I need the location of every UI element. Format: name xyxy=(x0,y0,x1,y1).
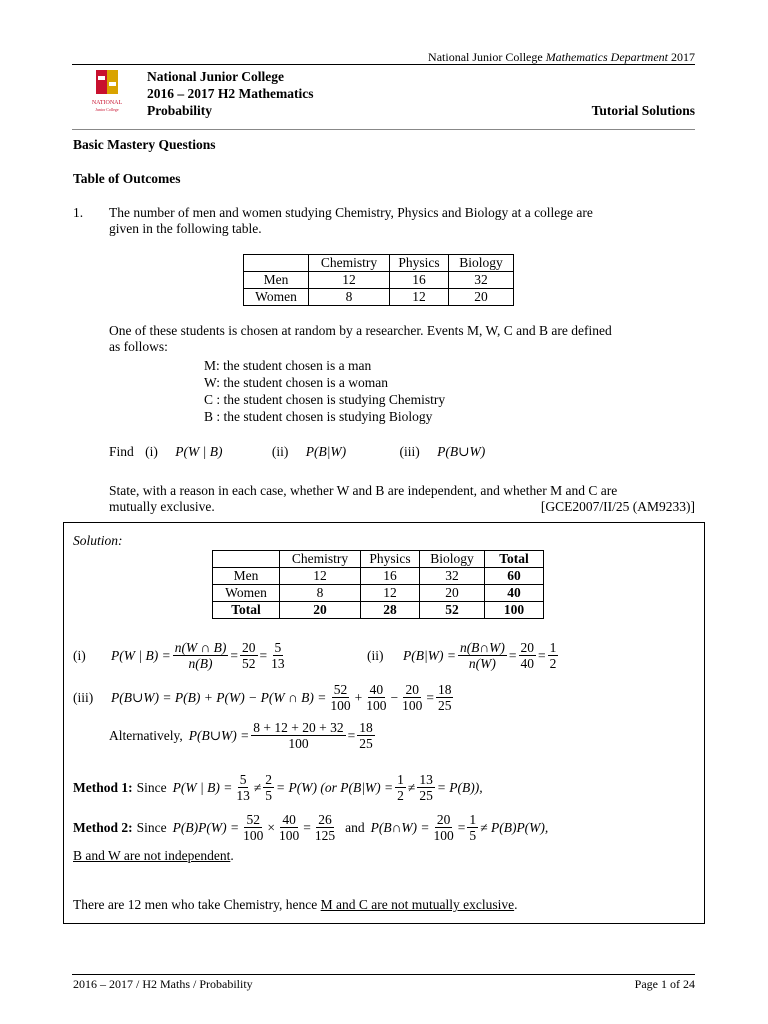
question-para-1: One of these students is chosen at random by a researcher. Events M, W, C and B are defined xyxy=(109,323,612,338)
solution-part-i: (i) P(W | B) = $\frac{n(W \cap B)}{n(B)}$ = $\frac{20}{52}$ = $\frac{5}{13}$ xyxy=(73,640,285,671)
table-row: Women 8 12 20 40 xyxy=(213,585,544,602)
question-intro-1: The number of men and women studying Chemistry, Physics and Biology at a college are xyxy=(109,205,593,220)
table-header: Chemistry xyxy=(309,255,390,272)
solution-method-2: Method 2: Since P(B)P(W) = $\frac{52}{100}$ × $\frac{40}{100}$ = $\frac{26}{125}$ and P(B∩W) = $\frac{20}{100}$ = $\frac{1}{5}$ ≠ P(B)P(W), xyxy=(73,812,549,843)
section-heading: Basic Mastery Questions xyxy=(73,137,216,152)
college-logo xyxy=(90,68,128,116)
table-row: Total 20 28 52 100 xyxy=(213,602,544,619)
table-row: Men 12 16 32 xyxy=(244,272,514,289)
footer-left: 2016 – 2017 / H2 Maths / Probability xyxy=(73,977,253,991)
running-header-college: National Junior College xyxy=(428,50,543,64)
event-item: C : the student chosen is studying Chemistry xyxy=(204,392,446,407)
svg-text:NATIONAL: NATIONAL xyxy=(91,100,123,106)
table-header: Biology xyxy=(420,551,485,568)
college-crest-icon xyxy=(90,68,128,116)
footer-rule xyxy=(72,974,695,975)
solution-alternative: Alternatively, P(B∪W) = $\frac{8 + 12 + 20 + 32}{100}$ = $\frac{18}{25}$ xyxy=(109,720,373,751)
state-line-2: mutually exclusive. xyxy=(109,499,215,514)
topic-title: Probability xyxy=(147,103,213,118)
svg-text:Junior College: Junior College xyxy=(95,107,119,112)
footer-page-number: Page 1 of 24 xyxy=(634,977,695,991)
event-list xyxy=(204,357,445,425)
conclusion-exclusive: There are 12 men who take Chemistry, hence M and C are not mutually exclusive. xyxy=(73,897,518,912)
table-row: Women 8 12 20 xyxy=(244,289,514,306)
table-header: Total xyxy=(485,551,544,568)
table-header: Chemistry xyxy=(280,551,361,568)
header-rule xyxy=(72,64,695,65)
solution-label: Solution: xyxy=(73,533,123,548)
course-title: 2016 – 2017 H2 Mathematics xyxy=(147,86,314,101)
question-para-2: as follows: xyxy=(109,339,168,354)
event-item: W: the student chosen is a woman xyxy=(204,375,388,390)
solution-method-1: Method 1: Since P(W | B) = $\frac{5}{13}$ ≠ $\frac{2}{5}$ = P(W) (or P(B|W) = $\frac{1}{2}$ ≠ $\frac{13}{25}$ = P(B)), xyxy=(73,772,483,803)
table-cell xyxy=(244,255,309,272)
table-header: Biology xyxy=(449,255,514,272)
table-row: Men 12 16 32 60 xyxy=(213,568,544,585)
event-item: M: the student chosen is a man xyxy=(204,358,372,373)
running-header xyxy=(428,50,695,65)
find-line: Find (i) P(W | B) (ii) P(B|W) (iii) P(B∪W) xyxy=(109,444,486,459)
event-item: B : the student chosen is studying Biology xyxy=(204,409,433,424)
table-header: Physics xyxy=(361,551,420,568)
college-name: National Junior College xyxy=(147,69,285,84)
solution-table xyxy=(212,550,544,619)
solution-part-iii: (iii) P(B∪W) = P(B) + P(W) − P(W ∩ B) = $\frac{52}{100}$ + $\frac{40}{100}$ − $\frac{20}{100}$ = $\frac{18}{25}$ xyxy=(73,682,452,713)
question-reference: [GCE2007/II/25 (AM9233)] xyxy=(540,499,695,514)
table-header: Physics xyxy=(390,255,449,272)
conclusion-independence: B and W are not independent. xyxy=(73,848,234,863)
question-number: 1. xyxy=(73,205,84,220)
subsection-heading: Table of Outcomes xyxy=(73,171,181,186)
question-intro-2: given in the following table. xyxy=(109,221,262,236)
title-rule xyxy=(72,129,695,130)
running-header-dept: Mathematics Department xyxy=(545,50,668,64)
doc-type: Tutorial Solutions xyxy=(591,103,695,118)
solution-part-ii: (ii) P(B|W) = $\frac{n(B\cap W)}{n(W)}$ = $\frac{20}{40}$ = $\frac{1}{2}$ xyxy=(367,640,557,671)
state-line-1: State, with a reason in each case, whether W and B are independent, and whether M and C are xyxy=(109,483,618,498)
running-header-year: 2017 xyxy=(671,50,695,64)
question-table xyxy=(243,254,514,306)
